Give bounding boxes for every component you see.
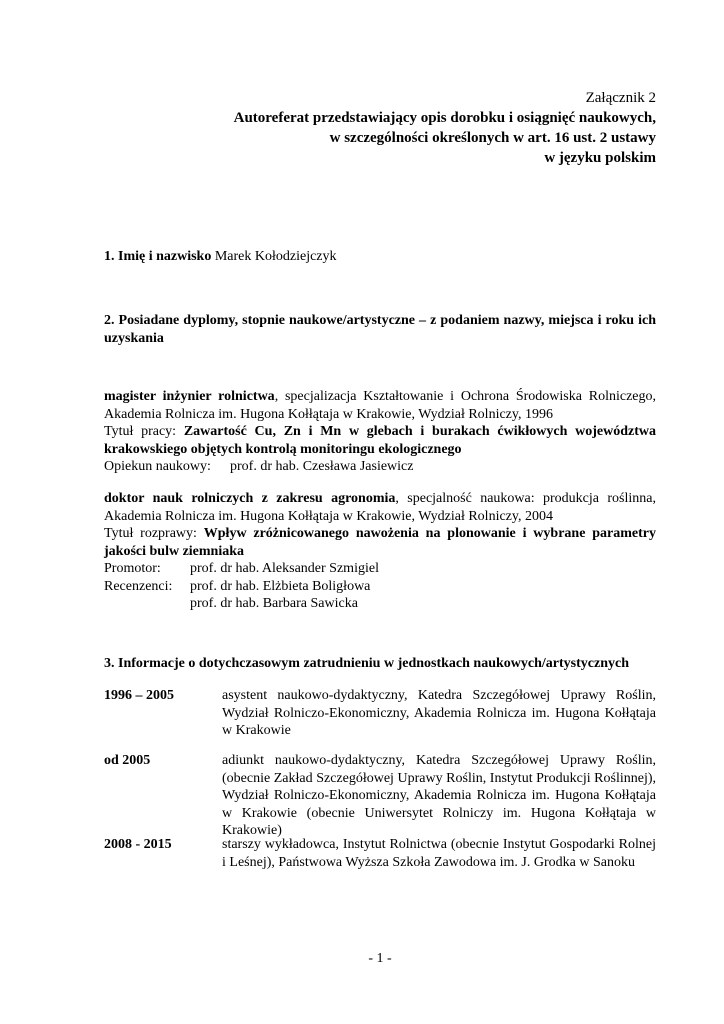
degree-master-details: , specjalizacja Kształtowanie i Ochrona Środowiska Rolniczego, Akademia Rolnicza im. Hugona Kołłątaja w Krakowie, Wydział Rolniczy, 1996 — [104, 389, 657, 422]
document-header — [104, 88, 656, 168]
document-page — [104, 0, 656, 1024]
thesis-title: Zawartość Cu, Zn i Mn w glebach i burakach ćwikłowych województwa krakowskiego objętych kontrolą monitoringu ekologicznego — [104, 424, 656, 457]
degree-master-text — [104, 388, 656, 423]
section-3-heading: 3. Informacje o dotychczasowym zatrudnieniu w jednostkach naukowych/artystycznych — [104, 656, 629, 671]
employment-description: starszy wykładowca, Instytut Rolnictwa (obecnie Instytut Gospodarki Rolnej i Leśnej), Państwowa Wyższa Szkoła Zawodowa im. J. Grodka w Sanoku — [222, 837, 656, 870]
section-1-heading: 1. Imię i nazwisko — [104, 249, 212, 264]
employment-description: asystent naukowo-dydaktyczny, Katedra Szczegółowej Uprawy Roślin, Wydział Rolniczo-Ekonomiczny, Akademia Rolnicza im. Hugona Kołłątaja w Krakowie — [222, 688, 656, 738]
degree-doctor — [104, 490, 656, 613]
reviewer-2: prof. dr hab. Barbara Sawicka — [190, 596, 358, 611]
person-name: Marek Kołodziejczyk — [214, 249, 337, 264]
promotor-name: prof. dr hab. Aleksander Szmigiel — [190, 561, 379, 576]
dissertation-title: Wpływ zróżnicowanego nawożenia na plonowanie i wybrane parametry jakości bulw ziemniaka — [104, 526, 656, 559]
employment-period: 2008 - 2015 — [104, 837, 172, 852]
supervisor-row — [104, 458, 656, 476]
dissertation-label: Tytuł rozprawy: — [104, 526, 204, 541]
employment-description: adiunkt naukowo-dydaktyczny, Katedra Szczegółowej Uprawy Roślin, (obecnie Zakład Szczegółowej Uprawy Roślin, Instytut Produkcji Roślinnej), Wydział Rolniczo-Ekonomiczny, Akademia Rolnicza im. Hugona Kołłątaja w Krakowie (obecnie Uniwersytet Rolniczy im. Hugona Kołłątaja w Krakowie) — [222, 753, 656, 838]
employment-period: 1996 – 2005 — [104, 688, 174, 703]
degree-doctor-text — [104, 490, 656, 525]
reviewer-1: prof. dr hab. Elżbieta Boligłowa — [190, 578, 371, 594]
reviewers-row — [104, 578, 656, 596]
promotor-label: Promotor: — [104, 561, 161, 576]
employment-period: od 2005 — [104, 753, 151, 768]
promotor-row — [104, 560, 656, 578]
degree-master-title: magister inżynier rolnictwa — [104, 389, 275, 404]
employment-entry — [104, 752, 656, 840]
degree-master — [104, 388, 656, 476]
employment-entry — [104, 836, 656, 871]
degree-master-thesis — [104, 423, 656, 458]
supervisor-label: Opiekun naukowy: — [104, 459, 211, 474]
degree-doctor-title: doktor nauk rolniczych z zakresu agronomia — [104, 491, 396, 506]
employment-entry — [104, 687, 656, 740]
document-title-line-1: Autoreferat przedstawiający opis dorobku i osiągnięć naukowych, — [233, 110, 656, 126]
section-1 — [104, 248, 656, 266]
reviewers-label: Recenzenci: — [104, 578, 173, 594]
supervisor-name: prof. dr hab. Czesława Jasiewicz — [230, 459, 414, 474]
degree-doctor-thesis — [104, 525, 656, 560]
degree-doctor-details: , specjalność naukowa: produkcja roślinna, Akademia Rolnicza im. Hugona Kołłątaja w Krakowie, Wydział Rolniczy, 2004 — [104, 491, 656, 524]
thesis-label: Tytuł pracy: — [104, 424, 184, 439]
document-title-line-3: w języku polskim — [544, 150, 656, 166]
section-2-heading: 2. Posiadane dyplomy, stopnie naukowe/artystyczne – z podaniem nazwy, miejsca i roku ich uzyskania — [104, 313, 656, 346]
reviewers-row-2 — [104, 595, 656, 613]
annex-label: Załącznik 2 — [585, 90, 656, 106]
document-title-line-2: w szczególności określonych w art. 16 ust. 2 ustawy — [329, 130, 656, 146]
page-number: - 1 - — [368, 951, 392, 966]
